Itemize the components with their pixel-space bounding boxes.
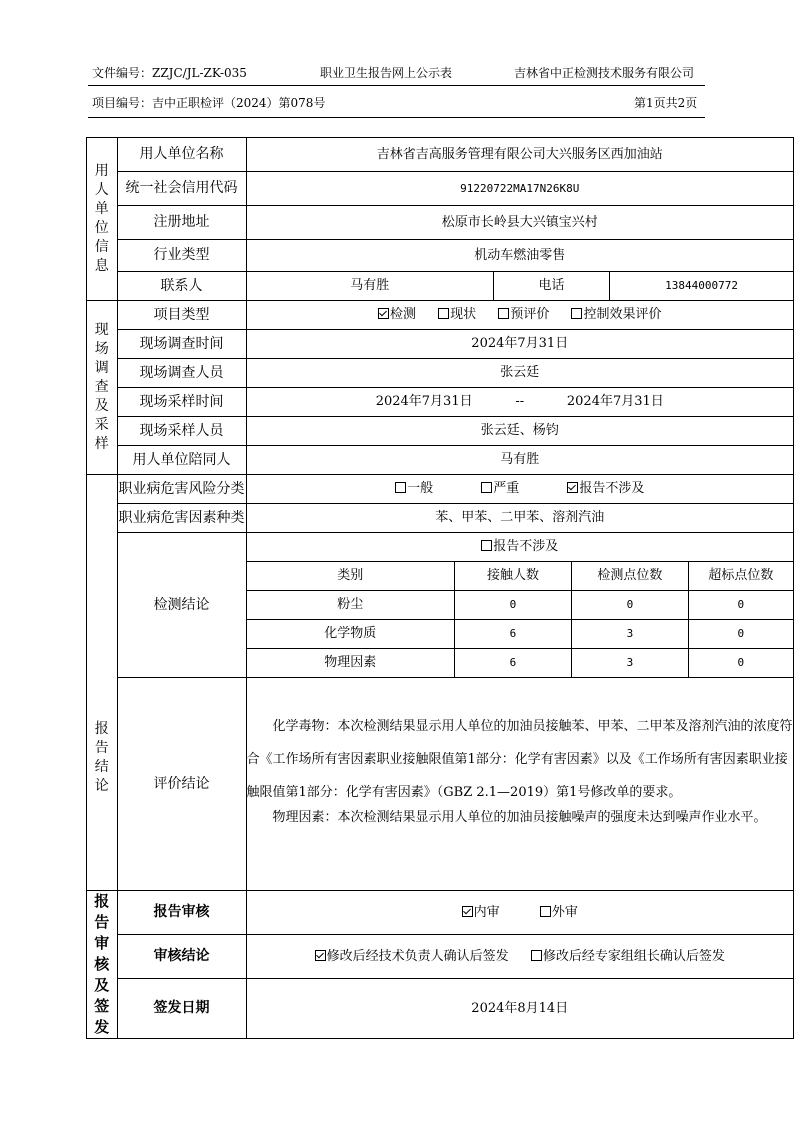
option-result-expert-label: 修改后经专家组组长确认后签发: [542, 948, 725, 964]
detect-row-dust-category: 粉尘: [246, 591, 454, 620]
checkbox-inspection[interactable]: [378, 308, 389, 319]
option-risk-na[interactable]: [567, 481, 644, 497]
detection-conclusion-label: 检测结论: [117, 533, 246, 678]
header-rule-bottom: [88, 117, 705, 118]
detection-na-cell: [246, 533, 794, 562]
detect-row-physical-exceeding: 0: [688, 649, 793, 678]
unit-info-section-text: 用 人 单 位 信 息: [94, 163, 109, 274]
detect-row-chemical-exposed: 6: [454, 620, 571, 649]
escort-label: 用人单位陪同人: [117, 446, 246, 475]
checkbox-internal-review[interactable]: [462, 906, 473, 917]
option-internal-review[interactable]: [462, 905, 500, 921]
checkbox-risk-na[interactable]: [567, 482, 578, 493]
detect-row-chemical-exceeding: 0: [688, 620, 793, 649]
conclusion-section-text: 报 告 结 论: [94, 720, 109, 794]
file-number: 文件编号：ZZJC/JL-ZK-035: [92, 66, 247, 80]
survey-time-label: 现场调查时间: [117, 330, 246, 359]
survey-section-text: 现 场 调 查 及 采 样: [94, 322, 109, 452]
sampling-separator: --: [515, 394, 525, 410]
option-pre-evaluation-label: 预评价: [510, 307, 550, 323]
option-pre-evaluation[interactable]: [498, 307, 549, 323]
sampling-staff-value: 张云廷、杨钧: [246, 417, 794, 446]
checkbox-pre-evaluation[interactable]: [498, 308, 509, 319]
checkbox-status[interactable]: [438, 308, 449, 319]
checkbox-control-effect[interactable]: [571, 308, 582, 319]
checkbox-result-expert[interactable]: [531, 950, 542, 961]
sampling-time-value: [246, 388, 794, 417]
detect-row-dust-exceeding: 0: [688, 591, 793, 620]
option-risk-na-label: 报告不涉及: [579, 481, 645, 497]
option-risk-serious[interactable]: [481, 481, 519, 497]
credit-code-label: 统一社会信用代码: [117, 172, 246, 206]
header-rule-top: [88, 85, 705, 86]
document-title: 职业卫生报告网上公示表: [320, 66, 453, 80]
review-type-options: [246, 891, 794, 935]
industry-label: 行业类型: [117, 240, 246, 272]
option-detect-na[interactable]: [481, 539, 558, 555]
option-risk-serious-label: 严重: [493, 481, 520, 497]
project-type-label: 项目类型: [117, 301, 246, 330]
option-inspection-label: 检测: [390, 307, 417, 323]
review-section-label: [87, 891, 118, 1039]
hazard-factor-value: 苯、甲苯、二甲苯、溶剂汽油: [246, 504, 794, 533]
survey-section-label: [87, 301, 118, 475]
industry-value: 机动车燃油零售: [246, 240, 794, 272]
option-status-label: 现状: [450, 307, 477, 323]
evaluation-conclusion-text: [246, 678, 794, 891]
detect-header-exposed: 接触人数: [454, 562, 571, 591]
review-section-text: 报 告 审 核 及 签 发: [94, 892, 110, 1036]
option-control-effect[interactable]: [571, 307, 661, 323]
evaluation-conclusion-label: 评价结论: [117, 678, 246, 891]
detect-row-chemical-points: 3: [572, 620, 689, 649]
option-inspection[interactable]: [378, 307, 416, 323]
contact-value: 马有胜: [246, 272, 493, 301]
option-result-expert[interactable]: [531, 949, 725, 965]
unit-name-label: 用人单位名称: [117, 138, 246, 172]
conclusion-section-label: [87, 475, 118, 891]
detect-row-physical-points: 3: [572, 649, 689, 678]
detect-header-exceeding: 超标点位数: [688, 562, 793, 591]
issue-date-value: 2024年8月14日: [246, 978, 794, 1038]
project-number: 项目编号：吉中正职检评（2024）第078号: [92, 96, 326, 110]
sampling-staff-label: 现场采样人员: [117, 417, 246, 446]
risk-class-label: 职业病危害风险分类: [117, 475, 246, 504]
address-label: 注册地址: [117, 206, 246, 240]
option-status[interactable]: [438, 307, 476, 323]
survey-staff-value: 张云廷: [246, 359, 794, 388]
evaluation-physical-paragraph: 物理因素：本次检测结果显示用人单位的加油员接触噪声的强度未达到噪声作业水平。: [272, 810, 767, 825]
option-result-tech-label: 修改后经技术负责人确认后签发: [326, 948, 509, 964]
sampling-time-label: 现场采样时间: [117, 388, 246, 417]
contact-label: 联系人: [117, 272, 246, 301]
option-risk-general-label: 一般: [407, 481, 434, 497]
option-internal-review-label: 内审: [473, 904, 500, 920]
disclosure-form-table: [86, 137, 794, 1039]
company-name: 吉林省中正检测技术服务有限公司: [514, 66, 695, 80]
detect-row-chemical-category: 化学物质: [246, 620, 454, 649]
unit-name-value: 吉林省吉高服务管理有限公司大兴服务区西加油站: [246, 138, 794, 172]
detect-row-physical-exposed: 6: [454, 649, 571, 678]
review-type-label: 报告审核: [117, 891, 246, 935]
option-external-review[interactable]: [540, 905, 578, 921]
survey-staff-label: 现场调查人员: [117, 359, 246, 388]
risk-class-options: [246, 475, 794, 504]
option-result-tech[interactable]: [315, 949, 509, 965]
address-value: 松原市长岭县大兴镇宝兴村: [246, 206, 794, 240]
sampling-start: 2024年7月31日: [375, 394, 473, 410]
phone-label: 电话: [493, 272, 609, 301]
detect-row-physical-category: 物理因素: [246, 649, 454, 678]
detect-row-dust-exposed: 0: [454, 591, 571, 620]
escort-value: 马有胜: [246, 446, 794, 475]
detect-row-dust-points: 0: [572, 591, 689, 620]
page-info: 第1页共2页: [634, 96, 698, 110]
detect-header-category: 类别: [246, 562, 454, 591]
issue-date-label: 签发日期: [117, 978, 246, 1038]
sampling-end: 2024年7月31日: [566, 394, 664, 410]
checkbox-external-review[interactable]: [540, 906, 551, 917]
evaluation-chemical-paragraph: 化学毒物：本次检测结果显示用人单位的加油员接触苯、甲苯、二甲苯及溶剂汽油的浓度符合《工作场所有害因素职业接触限值第1部分：化学有害因素》以及《工作场所有害因素职业接触限值第1部分：化学有害因素》（GBZ 2.1—2019）第1号修改单的要求。: [246, 719, 793, 800]
hazard-factor-label: 职业病危害因素种类: [117, 504, 246, 533]
credit-code-value: 91220722MA17N26K8U: [246, 172, 794, 206]
review-result-options: [246, 934, 794, 978]
option-risk-general[interactable]: [395, 481, 433, 497]
checkbox-risk-general[interactable]: [395, 482, 406, 493]
unit-info-section-label: [87, 138, 118, 301]
checkbox-result-tech[interactable]: [315, 950, 326, 961]
option-control-effect-label: 控制效果评价: [583, 307, 662, 323]
checkbox-risk-serious[interactable]: [481, 482, 492, 493]
option-detect-na-label: 报告不涉及: [493, 539, 559, 555]
phone-value: 13844000772: [610, 272, 794, 301]
option-external-review-label: 外审: [551, 904, 578, 920]
survey-time-value: 2024年7月31日: [246, 330, 794, 359]
project-type-options: [246, 301, 794, 330]
checkbox-detect-na[interactable]: [481, 540, 492, 551]
detect-header-points: 检测点位数: [572, 562, 689, 591]
review-result-label: 审核结论: [117, 934, 246, 978]
